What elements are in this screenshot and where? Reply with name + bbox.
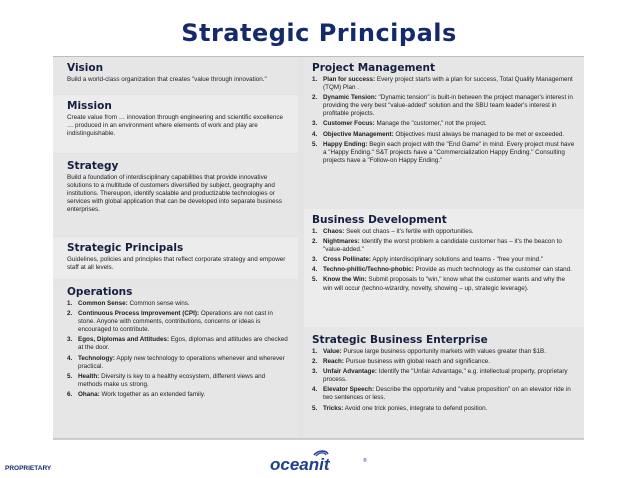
list-item-label: Techno-phillic/Techno-phobic: — [323, 266, 414, 274]
list-item-text — [323, 131, 564, 139]
list-item — [312, 131, 576, 139]
page-title: Strategic Principals — [181, 19, 457, 47]
business-development-section — [304, 209, 584, 327]
list-item-text — [78, 336, 290, 352]
mission-heading: Mission — [67, 100, 112, 112]
list-item-label: Ohana: — [78, 390, 100, 398]
logo-text: oceanit — [270, 455, 330, 473]
list-item-text — [323, 141, 576, 165]
list-item-number: 4. — [312, 130, 318, 138]
list-item-number: 4. — [67, 354, 73, 362]
list-item-number: 3. — [67, 336, 73, 344]
project-management-section — [304, 57, 584, 207]
list-item-label: Unfair Advantage: — [323, 368, 377, 376]
list-item-label: Elevator Speech: — [323, 386, 375, 394]
operations-list — [53, 300, 298, 399]
list-item-body: "Dynamic tension" is built-in between the project manager's interest in providing the very best "value-added" solution and the SBU team leader's interest in profitable projects. — [323, 94, 573, 118]
list-item — [312, 348, 576, 356]
list-item-number: 5. — [312, 404, 318, 412]
list-item — [312, 120, 576, 128]
list-item-body: Provide as much technology as the customer can stand. — [415, 266, 572, 274]
list-item-body: Begin each project with the "End Game" in mind. Every project must have a "Happy Ending." S&T projects have a "Commercialization Happy Ending." Consulting projects have a "Follow-on Happy Ending." — [323, 140, 575, 164]
list-item-body: Identify the "Unfair Advantage," e.g. intellectual property, proprietary process. — [323, 368, 568, 384]
list-item-text — [323, 238, 576, 254]
business-development-heading: Business Development — [312, 214, 447, 226]
list-item-body: Work together as an extended family. — [101, 390, 206, 398]
logo-registered-mark: ® — [363, 458, 367, 464]
list-item-number: 2. — [312, 238, 318, 246]
list-item — [67, 391, 290, 399]
right-column — [304, 57, 584, 439]
strategy-text: Build a foundation of interdisciplinary capabilities that provide innovative solutions to a multitude of customers diversified by subject, geography and institutions. Thereupon, identify scalable and productizable technologies or services with global application that can be developed into separate business enterprises. — [67, 174, 282, 214]
proprietary-label: PROPRIETARY — [5, 465, 52, 472]
list-item-label: Know the Win: — [323, 276, 367, 284]
list-item-number: 4. — [312, 266, 318, 274]
strategy-section — [53, 155, 298, 235]
list-item-body: Submit proposals to "win," know what the customer wants and why the win will occur (techno-wizardry, novelty, showing – up, strategic leverage). — [323, 276, 566, 292]
list-item — [312, 358, 576, 366]
list-item-label: Continuous Process Improvement (CPI): — [78, 310, 200, 318]
list-item-text — [323, 348, 546, 356]
list-item-body: Identify the worst problem a candidate customer has – it's the beacon to "value-added." — [323, 238, 562, 254]
list-item-text — [323, 228, 474, 236]
list-item — [67, 300, 290, 308]
list-item-label: Cross Pollinate: — [323, 256, 371, 264]
list-item-text — [78, 300, 190, 308]
list-item-text — [78, 373, 290, 389]
list-item-text — [323, 94, 576, 118]
list-item-number: 2. — [312, 94, 318, 102]
strategic-business-enterprise-list — [304, 348, 584, 413]
list-item-number: 1. — [312, 228, 318, 235]
list-item-body: Objectives must always be managed to be met or exceeded. — [395, 130, 565, 138]
list-item-text — [323, 76, 576, 92]
list-item-number: 3. — [312, 368, 318, 376]
oceanit-logo — [270, 449, 370, 473]
list-item — [312, 228, 576, 236]
list-item-text — [78, 391, 205, 399]
list-item-body: Egos, diplomas and attitudes are checked at the door. — [78, 336, 288, 352]
business-development-list — [304, 228, 584, 293]
list-item — [312, 386, 576, 402]
list-item-label: Reach: — [323, 358, 344, 366]
list-item-body: Seek out chaos – it's fertile with opportunities. — [346, 228, 474, 235]
list-item-number: 5. — [312, 276, 318, 284]
list-item — [312, 368, 576, 384]
list-item-number: 2. — [67, 310, 73, 318]
list-item-number: 1. — [67, 300, 73, 307]
operations-section — [53, 281, 298, 439]
operations-heading: Operations — [67, 286, 133, 298]
strategy-heading: Strategy — [67, 160, 119, 172]
footer-divider — [53, 438, 584, 439]
list-item-body: Manage the "customer," not the project. — [376, 120, 487, 128]
list-item — [67, 310, 290, 334]
list-item-text — [323, 368, 576, 384]
list-item-body: Pursue business with global reach and significance. — [345, 358, 490, 366]
list-item-label: Common Sense: — [78, 300, 128, 307]
list-item-label: Tricks: — [323, 404, 344, 412]
content-panel — [53, 56, 584, 439]
list-item-label: Egos, Diplomas and Attitudes: — [78, 336, 170, 344]
vision-heading: Vision — [67, 62, 104, 74]
list-item-text — [323, 256, 543, 264]
list-item-label: Nightmares: — [323, 238, 360, 246]
list-item-label: Dynamic Tension: — [323, 94, 377, 102]
strategic-principals-heading: Strategic Principals — [67, 242, 184, 254]
list-item-text — [78, 355, 290, 371]
list-item-body: Diversity is key to a healthy ecosystem, different views and methods make us strong. — [78, 372, 266, 388]
list-item-label: Plan for success: — [323, 76, 376, 83]
list-item-label: Technology: — [78, 354, 115, 362]
list-item-number: 1. — [312, 348, 318, 355]
list-item-body: Avoid one trick ponies, integrate to defend position. — [344, 404, 488, 412]
list-item-body: Common sense wins. — [129, 300, 190, 307]
list-item-number: 2. — [312, 358, 318, 366]
list-item-number: 3. — [312, 256, 318, 264]
project-management-list — [304, 76, 584, 165]
list-item-label: Objective Management: — [323, 130, 394, 138]
list-item-text — [323, 120, 487, 128]
list-item — [312, 94, 576, 118]
list-item — [67, 355, 290, 371]
project-management-heading: Project Management — [312, 62, 435, 74]
vision-text: Build a world-class organization that creates "value through innovation." — [67, 76, 267, 83]
list-item-label: Chaos: — [323, 228, 345, 235]
vision-section — [53, 57, 298, 93]
list-item-number: 5. — [312, 140, 318, 148]
list-item — [312, 266, 576, 274]
list-item-number: 1. — [312, 76, 318, 83]
strategic-principals-section — [53, 237, 298, 279]
list-item — [312, 238, 576, 254]
mission-text: Create value from … innovation through engineering and scientific excellence … produced in an environment where elements of work and play are indistinguishable. — [67, 114, 283, 138]
list-item — [312, 256, 576, 264]
strategic-principals-text: Guidelines, policies and principles that reflect corporate strategy and empower staff at all levels. — [67, 256, 286, 272]
list-item-body: Apply new technology to operations whenever and wherever practical. — [78, 354, 285, 370]
list-item-label: Happy Ending: — [323, 140, 368, 148]
list-item — [312, 141, 576, 165]
list-item-text — [323, 358, 490, 366]
list-item — [67, 373, 290, 389]
list-item-text — [323, 276, 576, 292]
list-item — [312, 405, 576, 413]
list-item — [67, 336, 290, 352]
strategic-business-enterprise-section — [304, 329, 584, 439]
list-item-text — [323, 266, 572, 274]
list-item-text — [323, 386, 576, 402]
list-item-body: Describe the opportunity and "value proposition" on an elevator ride in two sentences or less. — [323, 386, 571, 402]
list-item-body: Pursue large business opportunity markets with values greater than $1B. — [343, 348, 546, 355]
list-item-body: Operations are not cast in stone. Anyone with comments, contributions, concerns or ideas is encouraged to contribute. — [78, 310, 273, 334]
list-item-text — [323, 405, 487, 413]
list-item-label: Health: — [78, 372, 100, 380]
mission-section — [53, 95, 298, 153]
list-item-number: 4. — [312, 386, 318, 394]
list-item-body: Apply interdisciplinary solutions and teams - "free your mind." — [372, 256, 544, 264]
list-item-number: 6. — [67, 390, 73, 398]
list-item-label: Customer Focus: — [323, 120, 375, 128]
list-item-number: 5. — [67, 372, 73, 380]
list-item-number: 3. — [312, 120, 318, 128]
list-item-body: Every project starts with a plan for success, Total Quality Management (TQM) Plan . — [323, 76, 573, 92]
strategic-business-enterprise-heading: Strategic Business Enterprise — [312, 334, 488, 346]
list-item — [312, 276, 576, 292]
list-item-label: Value: — [323, 348, 342, 355]
list-item-text — [78, 310, 290, 334]
list-item — [312, 76, 576, 92]
